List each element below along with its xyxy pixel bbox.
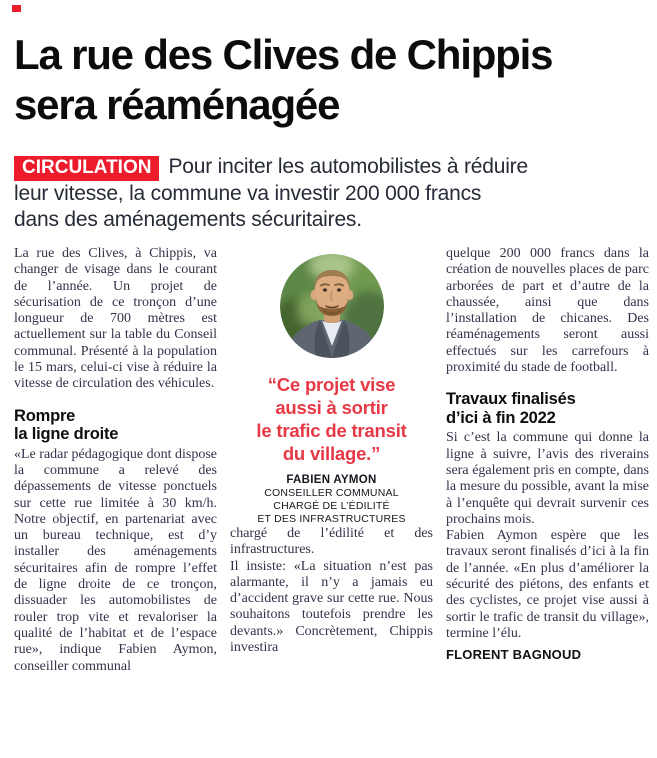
- quote-attribution: [230, 473, 433, 526]
- column-2: [230, 246, 433, 675]
- subhead-line: d’ici à fin 2022: [446, 408, 556, 427]
- pull-quote-line: “Ce projet vise: [267, 374, 396, 395]
- paragraph-insiste: Il insiste: «La situation n’est pas alarmante, il n’y a jamais eu d’accident grave sur cette rue. Nous souhaitons toutefois prendre les devants.» Concrètement, Chippis investira: [230, 558, 433, 656]
- headline-line-1: La rue des Clives de Chippis: [14, 31, 553, 78]
- kicker-text-3: dans des aménagements sécuritaires.: [14, 208, 362, 231]
- byline: FLORENT BAGNOUD: [446, 647, 582, 663]
- paragraph-intro: La rue des Clives, à Chippis, va changer de visage dans le courant de l’année. Un projet de sécurisation de ce tronçon d’une longueur de 700 mètres est actuellement sur la table du Conseil communal. Présenté à la population le 15 mars, celui-ci vise à réduire la vitesse de circulation des véhicules.: [14, 246, 217, 392]
- headline-line-2: sera réaménagée: [14, 81, 340, 128]
- section-badge: CIRCULATION: [14, 156, 159, 181]
- portrait-photo: [280, 254, 384, 358]
- pull-quote-line: du village.”: [282, 443, 381, 464]
- attribution-name: FABIEN AYMON: [286, 474, 377, 486]
- paragraph-investissement: quelque 200 000 francs dans la création de nouvelles places de parc arborées de part et d’autre de la chaussée, ainsi que dans l’installation de chicanes. Des réaménagements seront aussi effectués sur les carrefours à proximité du stade de football.: [446, 246, 649, 376]
- kicker-line-1: [14, 154, 644, 181]
- pull-quote: [230, 373, 433, 465]
- attribution-role: CONSEILLER COMMUNAL: [264, 487, 399, 499]
- paragraph-enquete: Si c’est la commune qui donne la ligne à suivre, l’avis des riverains sera également pris en compte, dans la mesure du possible, avant la mise à l’enquête qui devrait survenir ces prochains mois.: [446, 430, 649, 527]
- column-3: [446, 246, 649, 675]
- subhead-line: la ligne droite: [14, 425, 119, 444]
- pull-quote-line: le trafic de transit: [256, 420, 407, 441]
- column-1: [14, 246, 217, 675]
- paragraph-continuation: chargé de l’édilité et des infrastructures.: [230, 526, 433, 558]
- paragraph-radar: «Le radar pédagogique dont dispose la commune a relevé des dépassements de vitesse ponctuels sur cette rue limitée à 30 km/h. Notre objectif, en partenariat avec un bureau technique, est d’y installer des aménagements sécuritaires afin de rompre l’effet de ligne droite de ce tronçon, dissuader les automobilistes de rouler trop vite et revaloriser la qualité de l’habitat et de l’espace rue», indique Fabien Aymon, conseiller communal: [14, 446, 217, 674]
- paragraph-conclusion: Fabien Aymon espère que les travaux seront finalisés d’ici à la fin de l’année. «En plus d’améliorer la sécurité des piétons, des enfants et des cyclistes, ce projet vise aussi à sortir le trafic de transit du village», termine l’élu.: [446, 528, 649, 641]
- article-body: [14, 246, 649, 675]
- subhead-line: Travaux finalisés: [446, 390, 576, 409]
- attribution-role: ET DES INFRASTRUCTURES: [257, 513, 406, 525]
- attribution-role: CHARGÉ DE L’ÉDILITÉ: [273, 500, 390, 512]
- kicker-text-2: leur vitesse, la commune va investir 200 000 francs: [14, 182, 482, 205]
- subhead-rompre-la-ligne-droite: [14, 407, 217, 444]
- kicker: [14, 154, 644, 233]
- kicker-text-1: Pour inciter les automobilistes à réduire: [168, 155, 528, 178]
- headline: [14, 30, 644, 130]
- subhead-line: Rompre: [14, 406, 76, 425]
- corner-mark: [12, 5, 21, 12]
- subhead-travaux-finalises: [446, 390, 649, 427]
- pull-quote-line: aussi à sortir: [275, 397, 388, 418]
- portrait-illustration: [280, 254, 384, 358]
